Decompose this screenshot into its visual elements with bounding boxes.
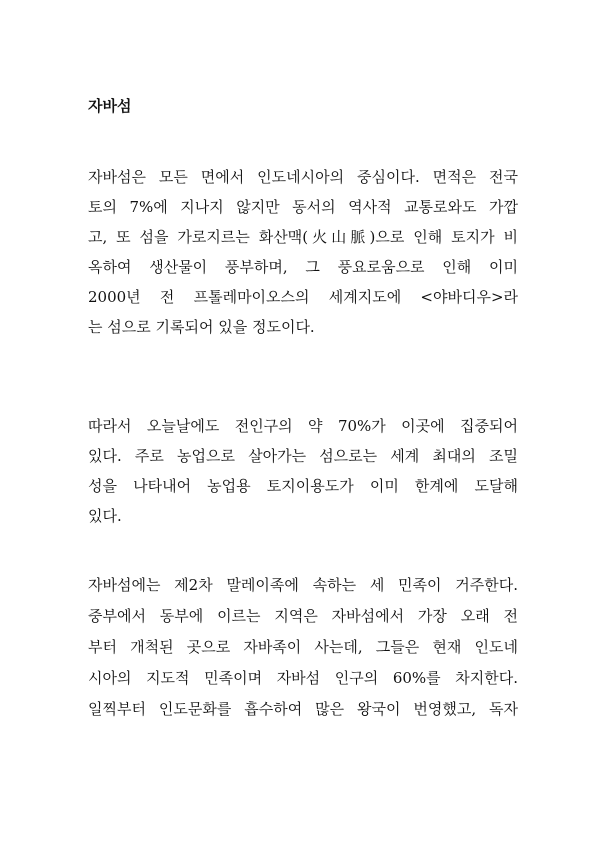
paragraph-3 (88, 570, 518, 725)
text-line: 일찍부터 인도문화를 흡수하여 많은 왕국이 번영했고, 독자 (88, 700, 518, 718)
text-line: 시아의 지도적 민족이며 자바섬 인구의 60%를 차지한다. (88, 669, 518, 687)
document-title: 자바섬 (88, 97, 132, 115)
text-line: 부터 개척된 곳으로 자바족이 사는데, 그들은 현재 인도네 (88, 638, 518, 656)
text-line: 자바섬에는 제2차 말레이족에 속하는 세 민족이 거주한다. (88, 576, 518, 594)
text-line: 중부에서 동부에 이르는 지역은 자바섬에서 가장 오래 전 (88, 607, 518, 625)
paragraph-1 (88, 162, 518, 342)
text-line: 성을 나타내어 농업용 토지이용도가 이미 한계에 도달해 (88, 477, 518, 495)
paragraph-2 (88, 411, 518, 531)
text-line: 있다. (88, 507, 122, 525)
text-line: 2000년 전 프톨레마이오스의 세계지도에 <야바디우>라 (88, 288, 518, 306)
text-line: 는 섬으로 기록되어 있을 정도이다. (88, 318, 315, 336)
text-line: 토의 7%에 지나지 않지만 동서의 역사적 교통로와도 가깝 (88, 198, 518, 216)
text-line: 자바섬은 모든 면에서 인도네시아의 중심이다. 면적은 전국 (88, 168, 518, 186)
text-line: 따라서 오늘날에도 전인구의 약 70%가 이곳에 집중되어 (88, 417, 518, 435)
text-line: 옥하여 생산물이 풍부하며, 그 풍요로움으로 인해 이미 (88, 258, 518, 276)
text-line: 있다. 주로 농업으로 살아가는 섬으로는 세계 최대의 조밀 (88, 447, 518, 465)
text-line: 고, 또 섬을 가로지르는 화산맥(火山脈)으로 인해 토지가 비 (88, 228, 518, 246)
